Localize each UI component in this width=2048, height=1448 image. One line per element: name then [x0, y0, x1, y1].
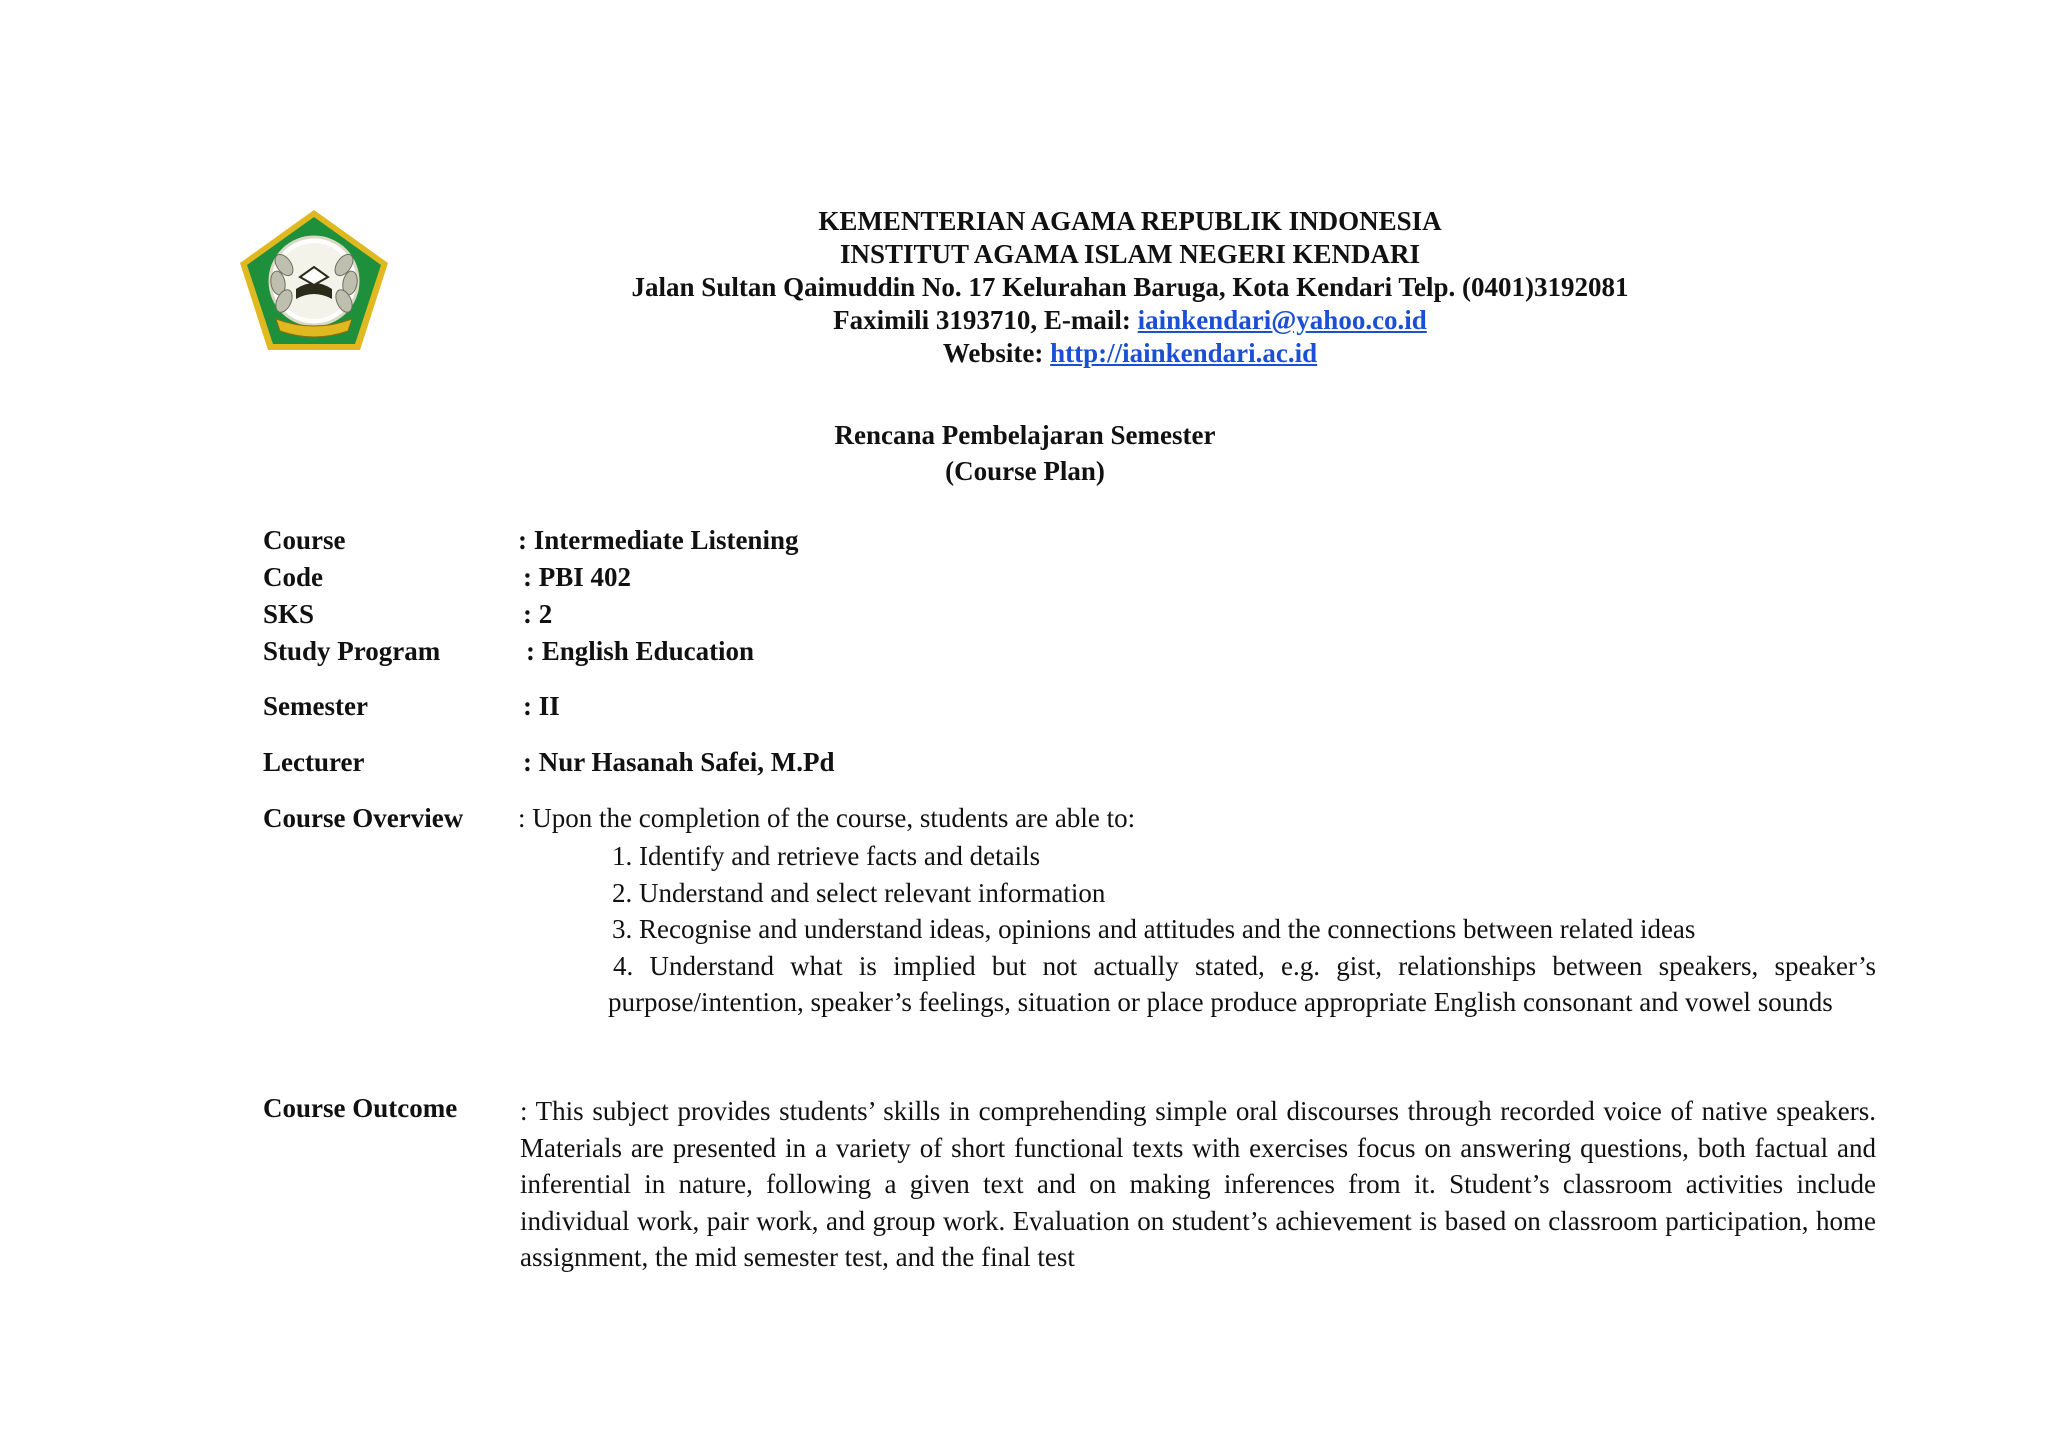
lecturer-value: : Nur Hasanah Safei, M.Pd — [523, 747, 835, 777]
lecturer-label: Lecturer — [263, 747, 365, 777]
website-link[interactable]: http://iainkendari.ac.id — [1050, 338, 1318, 368]
list-item: 3. Recognise and understand ideas, opinions and attitudes and the connections between related ideas — [612, 914, 1696, 944]
list-item: 2. Understand and select relevant information — [612, 877, 1106, 908]
code-label: Code — [263, 562, 323, 592]
course-outcome-label: Course Outcome — [263, 1093, 458, 1123]
sks-label: SKS — [263, 599, 315, 629]
header-institute: INSTITUT AGAMA ISLAM NEGERI KENDARI — [839, 239, 1421, 269]
title-line-1: Rencana Pembelajaran Semester — [834, 420, 1216, 450]
code-value: : PBI 402 — [523, 562, 631, 592]
header-contact — [560, 304, 1700, 337]
document-title — [700, 417, 1350, 489]
course-label: Course — [263, 525, 346, 555]
course-value: : Intermediate Listening — [518, 525, 799, 555]
course-overview-intro: : Upon the completion of the course, students are able to: — [518, 803, 1136, 833]
course-overview-list — [608, 838, 1876, 1021]
study-program-label: Study Program — [263, 636, 441, 666]
course-overview-label: Course Overview — [263, 803, 464, 833]
title-line-2: (Course Plan) — [945, 456, 1105, 486]
header-address: Jalan Sultan Qaimuddin No. 17 Kelurahan Baruga, Kota Kendari Telp. (0401)3192081 — [631, 272, 1629, 302]
header-ministry: KEMENTERIAN AGAMA REPUBLIK INDONESIA — [818, 206, 1442, 236]
sks-value: : 2 — [523, 599, 553, 629]
semester-value: : II — [523, 691, 560, 721]
semester-label: Semester — [263, 691, 368, 721]
list-item: 4. Understand what is implied but not actually stated, e.g. gist, relationships between speakers, speaker’s purpose/intention, speaker’s feelings, situation or place produce appropriate English consonant and vowel sounds — [608, 950, 1876, 1017]
header-fax: Faximili 3193710, E-mail: — [833, 305, 1138, 335]
email-link[interactable]: iainkendari@yahoo.co.id — [1137, 305, 1427, 335]
institution-header — [560, 205, 1700, 370]
course-outcome-text: : This subject provides students’ skills in comprehending simple oral discourses through recorded voice of native speakers. Materials are presented in a variety of short functional texts with exercises focus on answering questions, both factual and inferential in nature, following a given text and on making inferences from it. Student’s classroom activities include individual work, pair work, and group work. Evaluation on student’s achievement is based on classroom participation, home assignment, the mid semester test, and the final test — [520, 1096, 1876, 1272]
study-program-value: : English Education — [526, 636, 755, 666]
list-item: 1. Identify and retrieve facts and details — [612, 841, 1041, 871]
website-label: Website: — [942, 338, 1051, 368]
iain-kendari-emblem-icon — [236, 207, 392, 355]
header-website — [560, 337, 1700, 370]
